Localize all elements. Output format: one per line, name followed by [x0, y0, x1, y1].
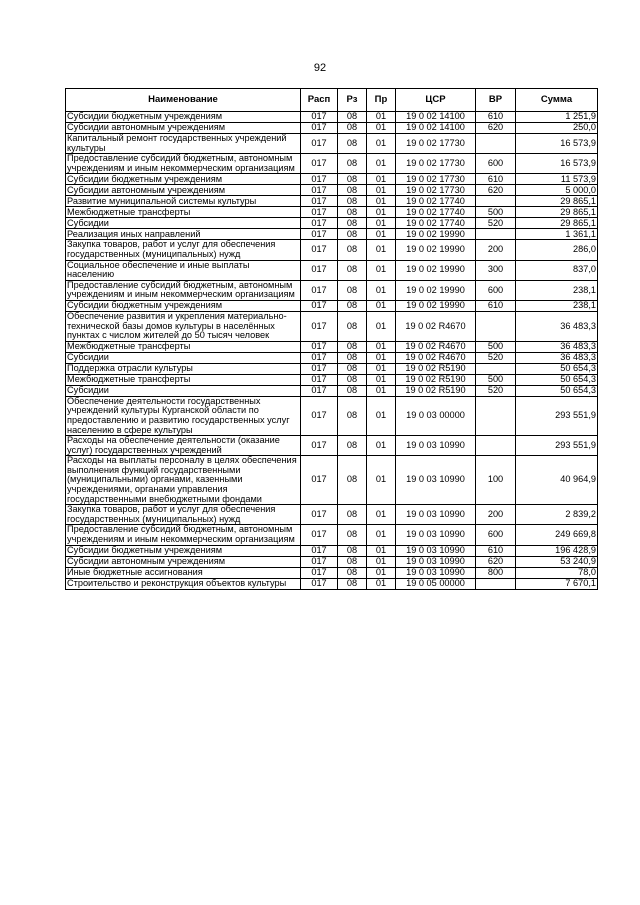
cell-rasp: 017: [301, 363, 338, 374]
table-row: [66, 134, 598, 154]
cell-sum: 50 654,3: [516, 374, 598, 385]
cell-pr: 01: [367, 352, 396, 363]
cell-rasp: 017: [301, 436, 338, 456]
cell-vr: [476, 436, 516, 456]
cell-pr: 01: [367, 300, 396, 311]
cell-name: Развитие муниципальной системы культуры: [66, 196, 301, 207]
cell-rz: 08: [338, 556, 367, 567]
cell-rasp: 017: [301, 578, 338, 589]
header-rz: Рз: [338, 89, 367, 112]
cell-name: Обеспечение деятельности государственных учреждений культуры Курганской области по предоставлению и развитию государственных услуг населению в сфере культуры: [66, 396, 301, 435]
cell-rz: 08: [338, 311, 367, 341]
table-row: [66, 341, 598, 352]
cell-name: Строительство и реконструкция объектов культуры: [66, 578, 301, 589]
cell-vr: 610: [476, 300, 516, 311]
cell-pr: 01: [367, 240, 396, 260]
cell-pr: 01: [367, 525, 396, 545]
cell-vr: [476, 229, 516, 240]
cell-rasp: 017: [301, 229, 338, 240]
cell-vr: 200: [476, 240, 516, 260]
cell-name: Поддержка отрасли культуры: [66, 363, 301, 374]
cell-pr: 01: [367, 123, 396, 134]
table-row: [66, 196, 598, 207]
cell-csr: 19 0 02 17730: [396, 134, 476, 154]
table-row: [66, 185, 598, 196]
cell-csr: 19 0 03 10990: [396, 505, 476, 525]
cell-vr: [476, 196, 516, 207]
table-row: [66, 300, 598, 311]
cell-sum: 29 865,1: [516, 207, 598, 218]
cell-name: Субсидии бюджетным учреждениям: [66, 174, 301, 185]
cell-rasp: 017: [301, 505, 338, 525]
cell-rasp: 017: [301, 525, 338, 545]
header-csr: ЦСР: [396, 89, 476, 112]
cell-csr: 19 0 02 R5190: [396, 385, 476, 396]
table-row: [66, 123, 598, 134]
table-row: [66, 260, 598, 280]
cell-sum: 50 654,3: [516, 363, 598, 374]
cell-pr: 01: [367, 341, 396, 352]
table-row: [66, 218, 598, 229]
cell-name: Социальное обеспечение и иные выплаты населению: [66, 260, 301, 280]
cell-vr: 520: [476, 385, 516, 396]
cell-rz: 08: [338, 300, 367, 311]
cell-rz: 08: [338, 240, 367, 260]
cell-vr: 300: [476, 260, 516, 280]
cell-pr: 01: [367, 260, 396, 280]
table-row: [66, 154, 598, 174]
cell-name: Расходы на обеспечение деятельности (оказание услуг) государственных учреждений: [66, 436, 301, 456]
table-row: [66, 112, 598, 123]
cell-pr: 01: [367, 154, 396, 174]
cell-pr: 01: [367, 207, 396, 218]
cell-csr: 19 0 02 14100: [396, 112, 476, 123]
cell-vr: 620: [476, 185, 516, 196]
cell-name: Субсидии автономным учреждениям: [66, 556, 301, 567]
cell-rz: 08: [338, 207, 367, 218]
cell-name: Закупка товаров, работ и услуг для обеспечения государственных (муниципальных) нужд: [66, 505, 301, 525]
header-name: Наименование: [66, 89, 301, 112]
cell-pr: 01: [367, 363, 396, 374]
table-row: [66, 578, 598, 589]
cell-rz: 08: [338, 352, 367, 363]
cell-vr: [476, 311, 516, 341]
table-row: [66, 280, 598, 300]
table-row: [66, 567, 598, 578]
cell-sum: 36 483,3: [516, 352, 598, 363]
cell-sum: 1 361,1: [516, 229, 598, 240]
cell-rz: 08: [338, 505, 367, 525]
table-body: [66, 112, 598, 590]
table-row: [66, 396, 598, 435]
cell-sum: 196 428,9: [516, 545, 598, 556]
cell-csr: 19 0 02 17730: [396, 174, 476, 185]
cell-pr: 01: [367, 374, 396, 385]
cell-rasp: 017: [301, 300, 338, 311]
cell-vr: [476, 363, 516, 374]
table-row: [66, 545, 598, 556]
cell-name: Предоставление субсидий бюджетным, автономным учреждениям и иным некоммерческим организациям: [66, 525, 301, 545]
budget-table: [65, 88, 598, 590]
cell-pr: 01: [367, 545, 396, 556]
table-row: [66, 525, 598, 545]
cell-rz: 08: [338, 374, 367, 385]
table-row: [66, 436, 598, 456]
cell-name: Субсидии автономным учреждениям: [66, 185, 301, 196]
cell-vr: 100: [476, 456, 516, 505]
table-row: [66, 374, 598, 385]
cell-sum: 1 251,9: [516, 112, 598, 123]
cell-rz: 08: [338, 174, 367, 185]
cell-rasp: 017: [301, 556, 338, 567]
table-row: [66, 385, 598, 396]
cell-csr: 19 0 02 17730: [396, 154, 476, 174]
cell-rz: 08: [338, 436, 367, 456]
cell-rasp: 017: [301, 134, 338, 154]
cell-sum: 78,0: [516, 567, 598, 578]
cell-pr: 01: [367, 174, 396, 185]
cell-pr: 01: [367, 185, 396, 196]
cell-sum: 250,0: [516, 123, 598, 134]
cell-csr: 19 0 03 00000: [396, 396, 476, 435]
cell-csr: 19 0 02 R4670: [396, 311, 476, 341]
header-pr: Пр: [367, 89, 396, 112]
cell-sum: 249 669,8: [516, 525, 598, 545]
cell-rasp: 017: [301, 112, 338, 123]
cell-csr: 19 0 02 19990: [396, 260, 476, 280]
cell-vr: 620: [476, 556, 516, 567]
cell-name: Субсидии автономным учреждениям: [66, 123, 301, 134]
cell-sum: 29 865,1: [516, 218, 598, 229]
cell-rz: 08: [338, 341, 367, 352]
cell-rasp: 017: [301, 174, 338, 185]
cell-rasp: 017: [301, 385, 338, 396]
cell-vr: 800: [476, 567, 516, 578]
cell-name: Иные бюджетные ассигнования: [66, 567, 301, 578]
cell-csr: 19 0 03 10990: [396, 436, 476, 456]
cell-vr: 500: [476, 374, 516, 385]
cell-vr: 610: [476, 545, 516, 556]
cell-sum: 16 573,9: [516, 154, 598, 174]
cell-rasp: 017: [301, 456, 338, 505]
cell-sum: 2 839,2: [516, 505, 598, 525]
cell-sum: 837,0: [516, 260, 598, 280]
cell-rz: 08: [338, 280, 367, 300]
cell-rasp: 017: [301, 207, 338, 218]
table-header-row: [66, 89, 598, 112]
cell-vr: 620: [476, 123, 516, 134]
cell-rz: 08: [338, 363, 367, 374]
cell-name: Межбюджетные трансферты: [66, 374, 301, 385]
cell-rz: 08: [338, 545, 367, 556]
cell-rz: 08: [338, 260, 367, 280]
cell-sum: 293 551,9: [516, 396, 598, 435]
cell-pr: 01: [367, 196, 396, 207]
cell-sum: 286,0: [516, 240, 598, 260]
cell-csr: 19 0 03 10990: [396, 545, 476, 556]
cell-name: Субсидии: [66, 385, 301, 396]
cell-rasp: 017: [301, 154, 338, 174]
cell-rasp: 017: [301, 280, 338, 300]
cell-csr: 19 0 05 00000: [396, 578, 476, 589]
cell-pr: 01: [367, 456, 396, 505]
table-row: [66, 505, 598, 525]
table-row: [66, 240, 598, 260]
cell-sum: 7 670,1: [516, 578, 598, 589]
cell-csr: 19 0 02 19990: [396, 229, 476, 240]
cell-rz: 08: [338, 154, 367, 174]
cell-pr: 01: [367, 134, 396, 154]
cell-rz: 08: [338, 578, 367, 589]
cell-name: Субсидии бюджетным учреждениям: [66, 112, 301, 123]
cell-rz: 08: [338, 456, 367, 505]
cell-pr: 01: [367, 505, 396, 525]
cell-sum: 238,1: [516, 300, 598, 311]
cell-name: Предоставление субсидий бюджетным, автономным учреждениям и иным некоммерческим организациям: [66, 280, 301, 300]
cell-name: Субсидии бюджетным учреждениям: [66, 300, 301, 311]
cell-vr: 500: [476, 341, 516, 352]
table-row: [66, 174, 598, 185]
cell-rz: 08: [338, 112, 367, 123]
cell-pr: 01: [367, 218, 396, 229]
cell-rasp: 017: [301, 311, 338, 341]
cell-rasp: 017: [301, 123, 338, 134]
cell-csr: 19 0 03 10990: [396, 567, 476, 578]
cell-pr: 01: [367, 311, 396, 341]
cell-pr: 01: [367, 578, 396, 589]
cell-rz: 08: [338, 196, 367, 207]
cell-csr: 19 0 02 19990: [396, 300, 476, 311]
cell-pr: 01: [367, 436, 396, 456]
cell-rz: 08: [338, 218, 367, 229]
cell-pr: 01: [367, 280, 396, 300]
cell-vr: 600: [476, 525, 516, 545]
cell-vr: 520: [476, 352, 516, 363]
cell-name: Субсидии: [66, 218, 301, 229]
cell-rasp: 017: [301, 185, 338, 196]
cell-vr: 600: [476, 154, 516, 174]
table-row: [66, 207, 598, 218]
header-vr: ВР: [476, 89, 516, 112]
cell-csr: 19 0 02 R5190: [396, 374, 476, 385]
cell-vr: 610: [476, 112, 516, 123]
page-number: 92: [313, 62, 327, 74]
header-rasp: Расп: [301, 89, 338, 112]
cell-rz: 08: [338, 134, 367, 154]
table-row: [66, 456, 598, 505]
table-row: [66, 229, 598, 240]
cell-sum: 11 573,9: [516, 174, 598, 185]
cell-rz: 08: [338, 385, 367, 396]
cell-rz: 08: [338, 567, 367, 578]
cell-pr: 01: [367, 567, 396, 578]
cell-name: Закупка товаров, работ и услуг для обеспечения государственных (муниципальных) нужд: [66, 240, 301, 260]
cell-csr: 19 0 02 R4670: [396, 352, 476, 363]
cell-pr: 01: [367, 385, 396, 396]
cell-csr: 19 0 03 10990: [396, 525, 476, 545]
cell-sum: 40 964,9: [516, 456, 598, 505]
cell-name: Субсидии: [66, 352, 301, 363]
cell-sum: 29 865,1: [516, 196, 598, 207]
table-row: [66, 556, 598, 567]
cell-rasp: 017: [301, 567, 338, 578]
cell-sum: 16 573,9: [516, 134, 598, 154]
cell-csr: 19 0 02 19990: [396, 280, 476, 300]
cell-csr: 19 0 02 17730: [396, 185, 476, 196]
cell-csr: 19 0 02 17740: [396, 207, 476, 218]
cell-pr: 01: [367, 556, 396, 567]
cell-vr: 520: [476, 218, 516, 229]
cell-vr: [476, 396, 516, 435]
cell-sum: 36 483,3: [516, 341, 598, 352]
cell-name: Реализация иных направлений: [66, 229, 301, 240]
table-row: [66, 363, 598, 374]
cell-rasp: 017: [301, 396, 338, 435]
cell-csr: 19 0 02 17740: [396, 196, 476, 207]
cell-rz: 08: [338, 525, 367, 545]
cell-rz: 08: [338, 123, 367, 134]
cell-rasp: 017: [301, 196, 338, 207]
cell-rasp: 017: [301, 341, 338, 352]
table-row: [66, 352, 598, 363]
cell-vr: 500: [476, 207, 516, 218]
cell-csr: 19 0 02 17740: [396, 218, 476, 229]
cell-sum: 50 654,3: [516, 385, 598, 396]
cell-csr: 19 0 03 10990: [396, 456, 476, 505]
cell-sum: 36 483,3: [516, 311, 598, 341]
cell-pr: 01: [367, 112, 396, 123]
cell-csr: 19 0 02 R5190: [396, 363, 476, 374]
cell-vr: 200: [476, 505, 516, 525]
cell-vr: [476, 134, 516, 154]
cell-rz: 08: [338, 229, 367, 240]
cell-name: Обеспечение развития и укрепления материально-технической базы домов культуры в населённых пунктах с числом жителей до 50 тысяч человек: [66, 311, 301, 341]
cell-rasp: 017: [301, 352, 338, 363]
cell-csr: 19 0 02 R4670: [396, 341, 476, 352]
cell-csr: 19 0 02 14100: [396, 123, 476, 134]
cell-csr: 19 0 02 19990: [396, 240, 476, 260]
cell-sum: 238,1: [516, 280, 598, 300]
cell-sum: 5 000,0: [516, 185, 598, 196]
cell-vr: [476, 578, 516, 589]
cell-rz: 08: [338, 185, 367, 196]
cell-csr: 19 0 03 10990: [396, 556, 476, 567]
cell-sum: 293 551,9: [516, 436, 598, 456]
cell-rasp: 017: [301, 218, 338, 229]
cell-name: Предоставление субсидий бюджетным, автономным учреждениям и иным некоммерческим организациям: [66, 154, 301, 174]
cell-pr: 01: [367, 396, 396, 435]
cell-name: Субсидии бюджетным учреждениям: [66, 545, 301, 556]
cell-rasp: 017: [301, 240, 338, 260]
cell-rasp: 017: [301, 545, 338, 556]
cell-rasp: 017: [301, 374, 338, 385]
cell-vr: 600: [476, 280, 516, 300]
cell-vr: 610: [476, 174, 516, 185]
cell-rz: 08: [338, 396, 367, 435]
table-row: [66, 311, 598, 341]
cell-sum: 53 240,9: [516, 556, 598, 567]
cell-rasp: 017: [301, 260, 338, 280]
cell-pr: 01: [367, 229, 396, 240]
cell-name: Межбюджетные трансферты: [66, 341, 301, 352]
header-sum: Сумма: [516, 89, 598, 112]
cell-name: Капитальный ремонт государственных учреждений культуры: [66, 134, 301, 154]
cell-name: Расходы на выплаты персоналу в целях обеспечения выполнения функций государственными (муниципальными) органами, казенными учреждениями, органами управления государственными внебюджетными фондами: [66, 456, 301, 505]
cell-name: Межбюджетные трансферты: [66, 207, 301, 218]
